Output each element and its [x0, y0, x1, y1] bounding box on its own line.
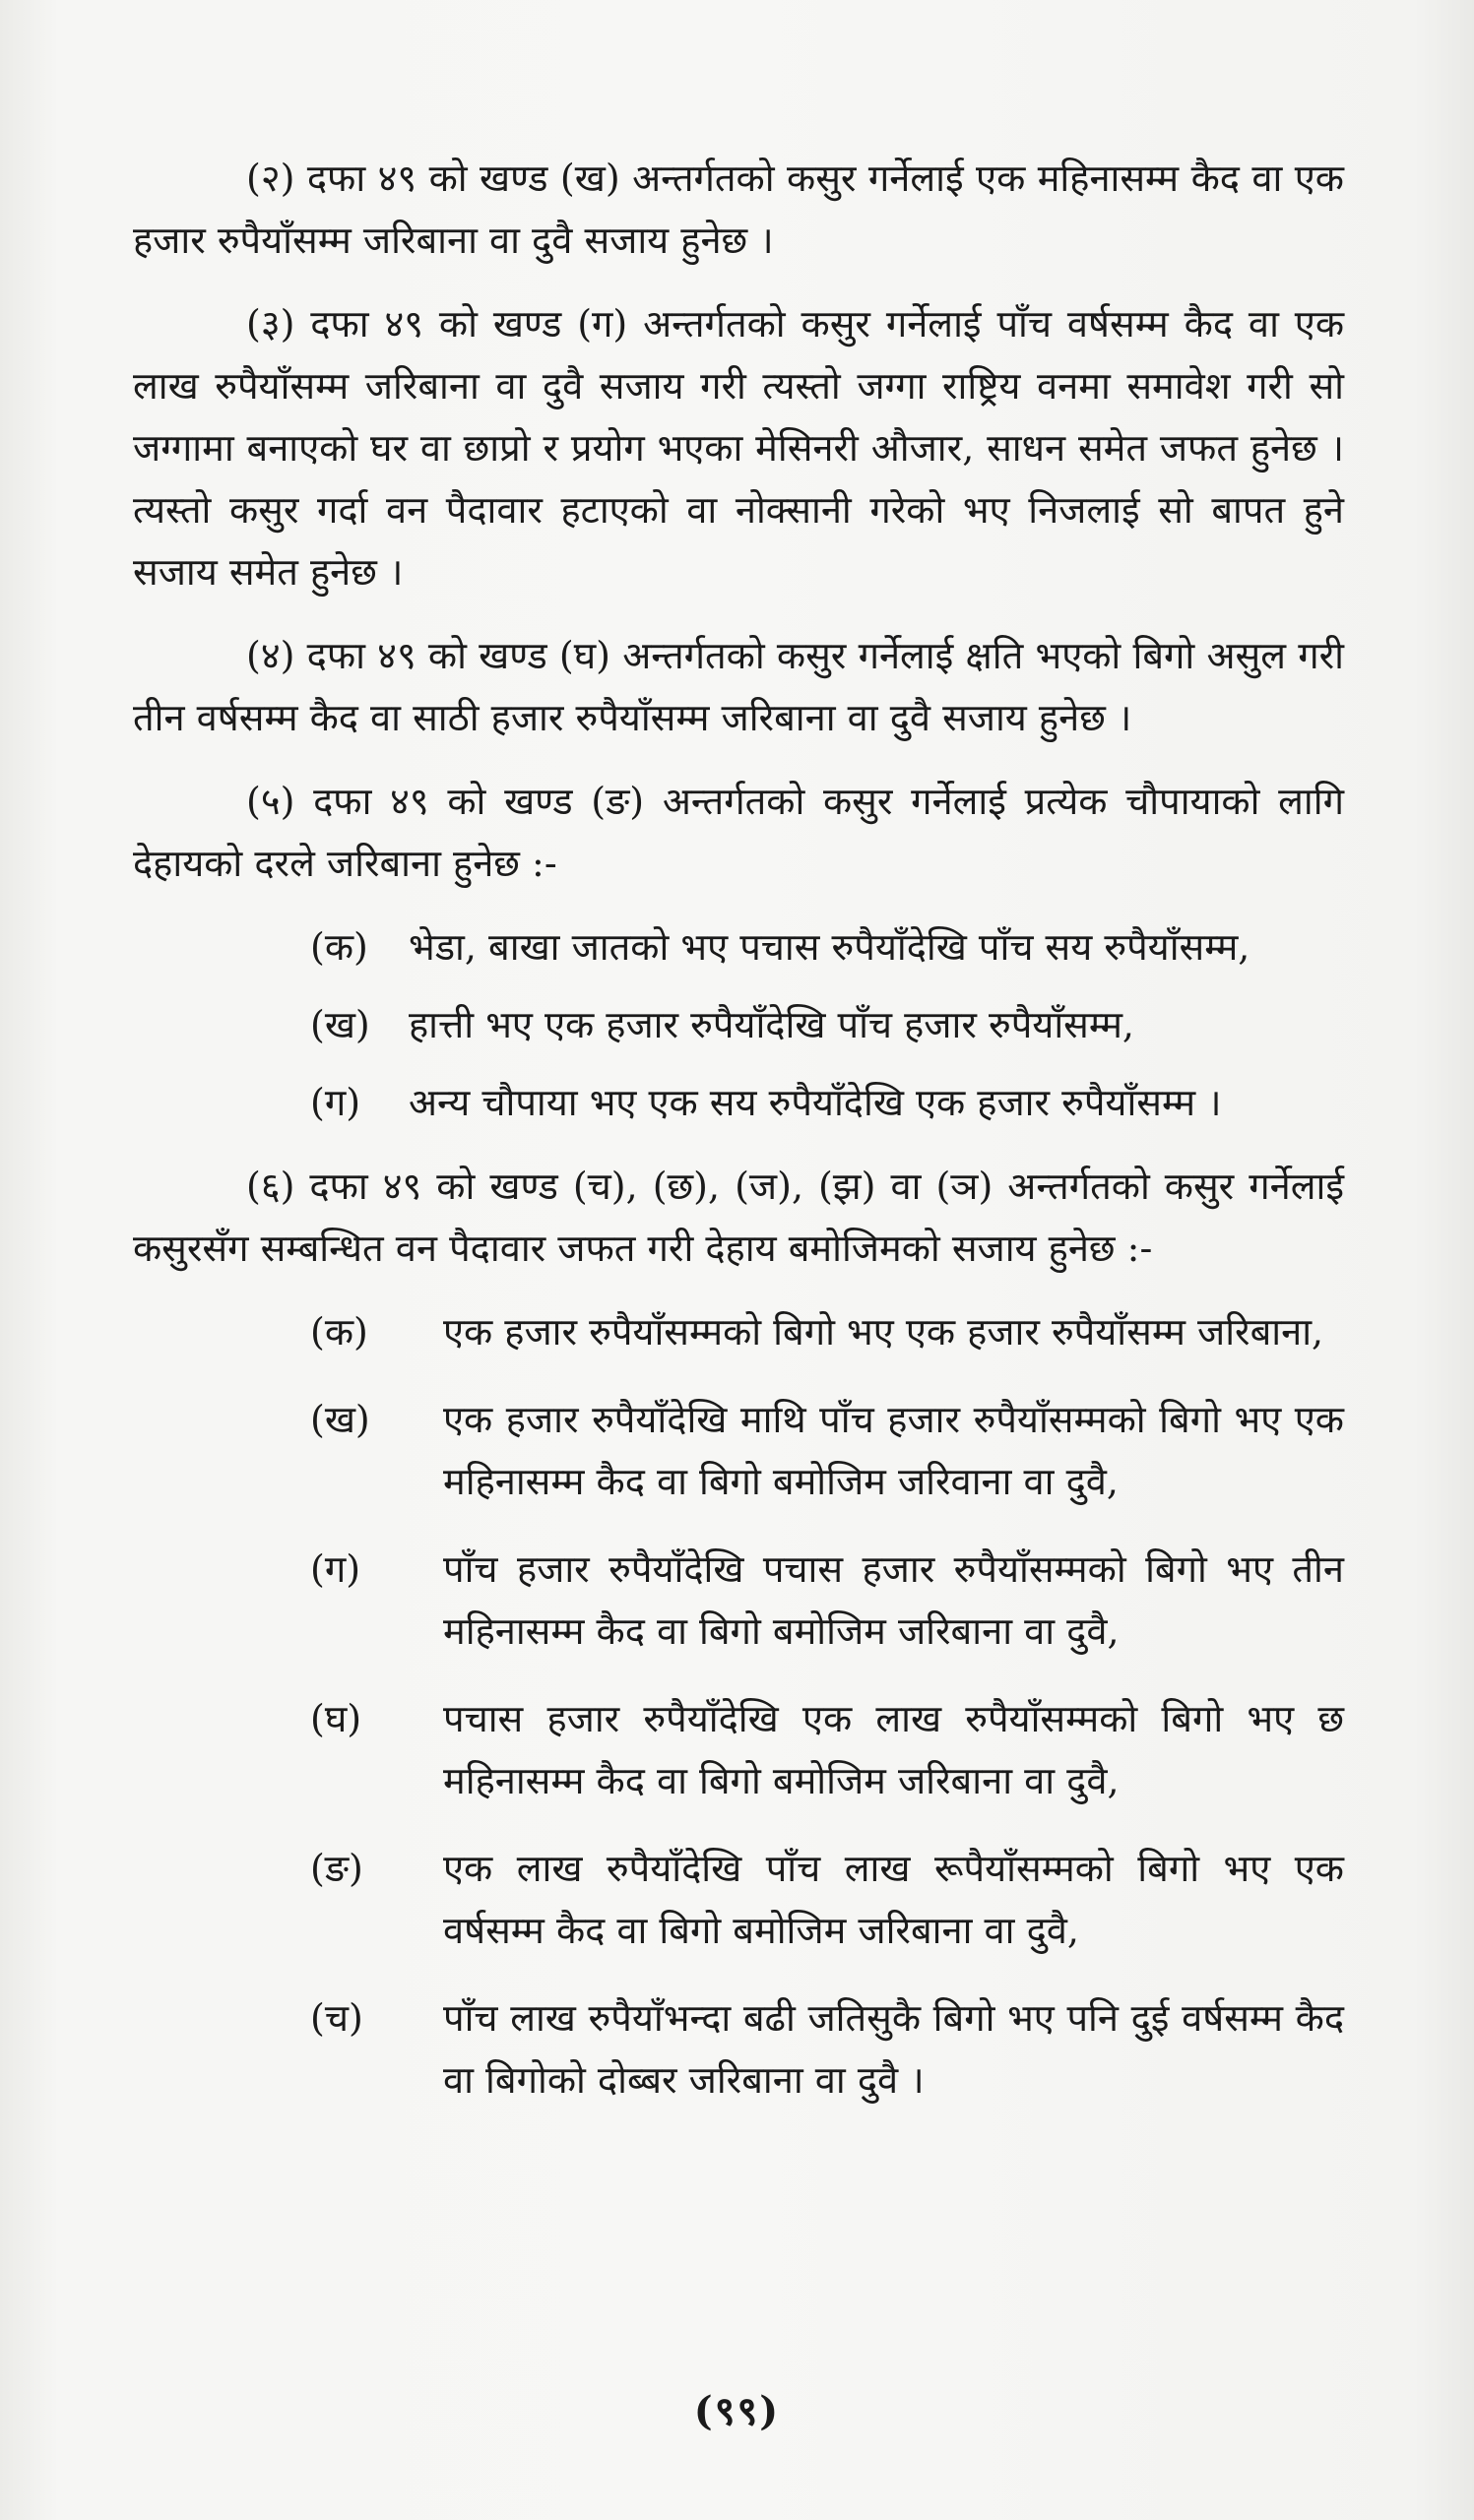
list-item-marker: (च): [310, 1996, 363, 2040]
list-item-marker: (क): [310, 1310, 368, 1354]
list-item-text: पचास हजार रुपैयाँदेखि एक लाख रुपैयाँसम्मको बिगो भए छ महिनासम्म कैद वा बिगो बमोजिम जरिबाना वा दुवै,: [443, 1697, 1344, 1802]
paragraph-2: (२) दफा ४९ को खण्ड (ख) अन्तर्गतको कसुर गर्नेलाई एक महिनासम्म कैद वा एक हजार रुपैयाँसम्म जरिबाना वा दुवै सजाय हुनेछ ।: [133, 157, 1344, 262]
list-item-text: अन्य चौपाया भए एक सय रुपैयाँदेखि एक हजार रुपैयाँसम्म ।: [409, 1081, 1222, 1124]
list-item: [133, 994, 1344, 1056]
page-content: [133, 148, 1344, 2137]
list-item: [133, 1539, 1344, 1663]
list-item-marker: (ग): [310, 1547, 361, 1591]
list-item-text: एक लाख रुपैयाँदेखि पाँच लाख रूपैयाँसम्मको बिगो भए एक वर्षसम्म कैद वा बिगो बमोजिम जरिबाना वा दुवै,: [443, 1847, 1344, 1952]
list-item-text: हात्ती भए एक हजार रुपैयाँदेखि पाँच हजार रुपैयाँसम्म,: [409, 1003, 1135, 1046]
paragraph-3: (३) दफा ४९ को खण्ड (ग) अन्तर्गतको कसुर गर्नेलाई पाँच वर्षसम्म कैद वा एक लाख रुपैयाँसम्म जरिबाना वा दुवै सजाय गरी त्यस्तो जग्गा राष्ट्रिय वनमा समावेश गरी सो जग्गामा बनाएको घर वा छाप्रो र प्रयोग भएका मेसिनरी औजार, साधन समेत जफत हुनेछ । त्यस्तो कसुर गर्दा वन पैदावार हटाएको वा नोक्सानी गरेको भए निजलाई सो बापत हुने सजाय समेत हुनेछ ।: [133, 302, 1344, 594]
list-item: [133, 1389, 1344, 1513]
list-item: [133, 1301, 1344, 1363]
list-item-marker: (ङ): [310, 1847, 363, 1890]
list-item-marker: (ख): [310, 1003, 370, 1046]
list-item-text: भेडा, बाखा जातको भए पचास रुपैयाँदेखि पाँच सय रुपैयाँसम्म,: [409, 925, 1250, 969]
paragraph-5-sub-list: [133, 916, 1344, 1134]
list-item-marker: (ग): [310, 1081, 361, 1124]
list-item-text: एक हजार रुपैयाँदेखि माथि पाँच हजार रुपैयाँसम्मको बिगो भए एक महिनासम्म कैद वा बिगो बमोजिम जरिवाना वा दुवै,: [443, 1398, 1344, 1503]
list-item-text: एक हजार रुपैयाँसम्मको बिगो भए एक हजार रुपैयाँसम्म जरिबाना,: [443, 1310, 1324, 1354]
paragraph-4: (४) दफा ४९ को खण्ड (घ) अन्तर्गतको कसुर गर्नेलाई क्षति भएको बिगो असुल गरी तीन वर्षसम्म कैद वा साठी हजार रुपैयाँसम्म जरिबाना वा दुवै सजाय हुनेछ ।: [133, 634, 1344, 739]
list-item: [133, 1838, 1344, 1962]
list-item: [133, 1072, 1344, 1134]
list-item: [133, 916, 1344, 978]
list-item-text: पाँच लाख रुपैयाँभन्दा बढी जतिसुकै बिगो भए पनि दुई वर्षसम्म कैद वा बिगोको दोब्बर जरिबाना वा दुवै ।: [443, 1996, 1344, 2102]
list-item-marker: (ख): [310, 1398, 370, 1441]
list-item: [133, 1688, 1344, 1812]
list-item: [133, 1987, 1344, 2111]
list-item-text: पाँच हजार रुपैयाँदेखि पचास हजार रुपैयाँसम्मको बिगो भए तीन महिनासम्म कैद वा बिगो बमोजिम जरिबाना वा दुवै,: [443, 1547, 1344, 1653]
paragraph-6: (६) दफा ४९ को खण्ड (च), (छ), (ज), (झ) वा (ञ) अन्तर्गतको कसुर गर्नेलाई कसुरसँग सम्बन्धित वन पैदावार जफत गरी देहाय बमोजिमको सजाय हुनेछ :-: [133, 1165, 1344, 1270]
list-item-marker: (घ): [310, 1697, 362, 1740]
list-item-marker: (क): [310, 925, 368, 969]
paragraph-6-sub-list: [133, 1301, 1344, 2111]
paragraph-5: (५) दफा ४९ को खण्ड (ङ) अन्तर्गतको कसुर गर्नेलाई प्रत्येक चौपायाको लागि देहायको दरले जरिबाना हुनेछ :-: [133, 780, 1344, 885]
page-number: (९९): [693, 2388, 781, 2434]
